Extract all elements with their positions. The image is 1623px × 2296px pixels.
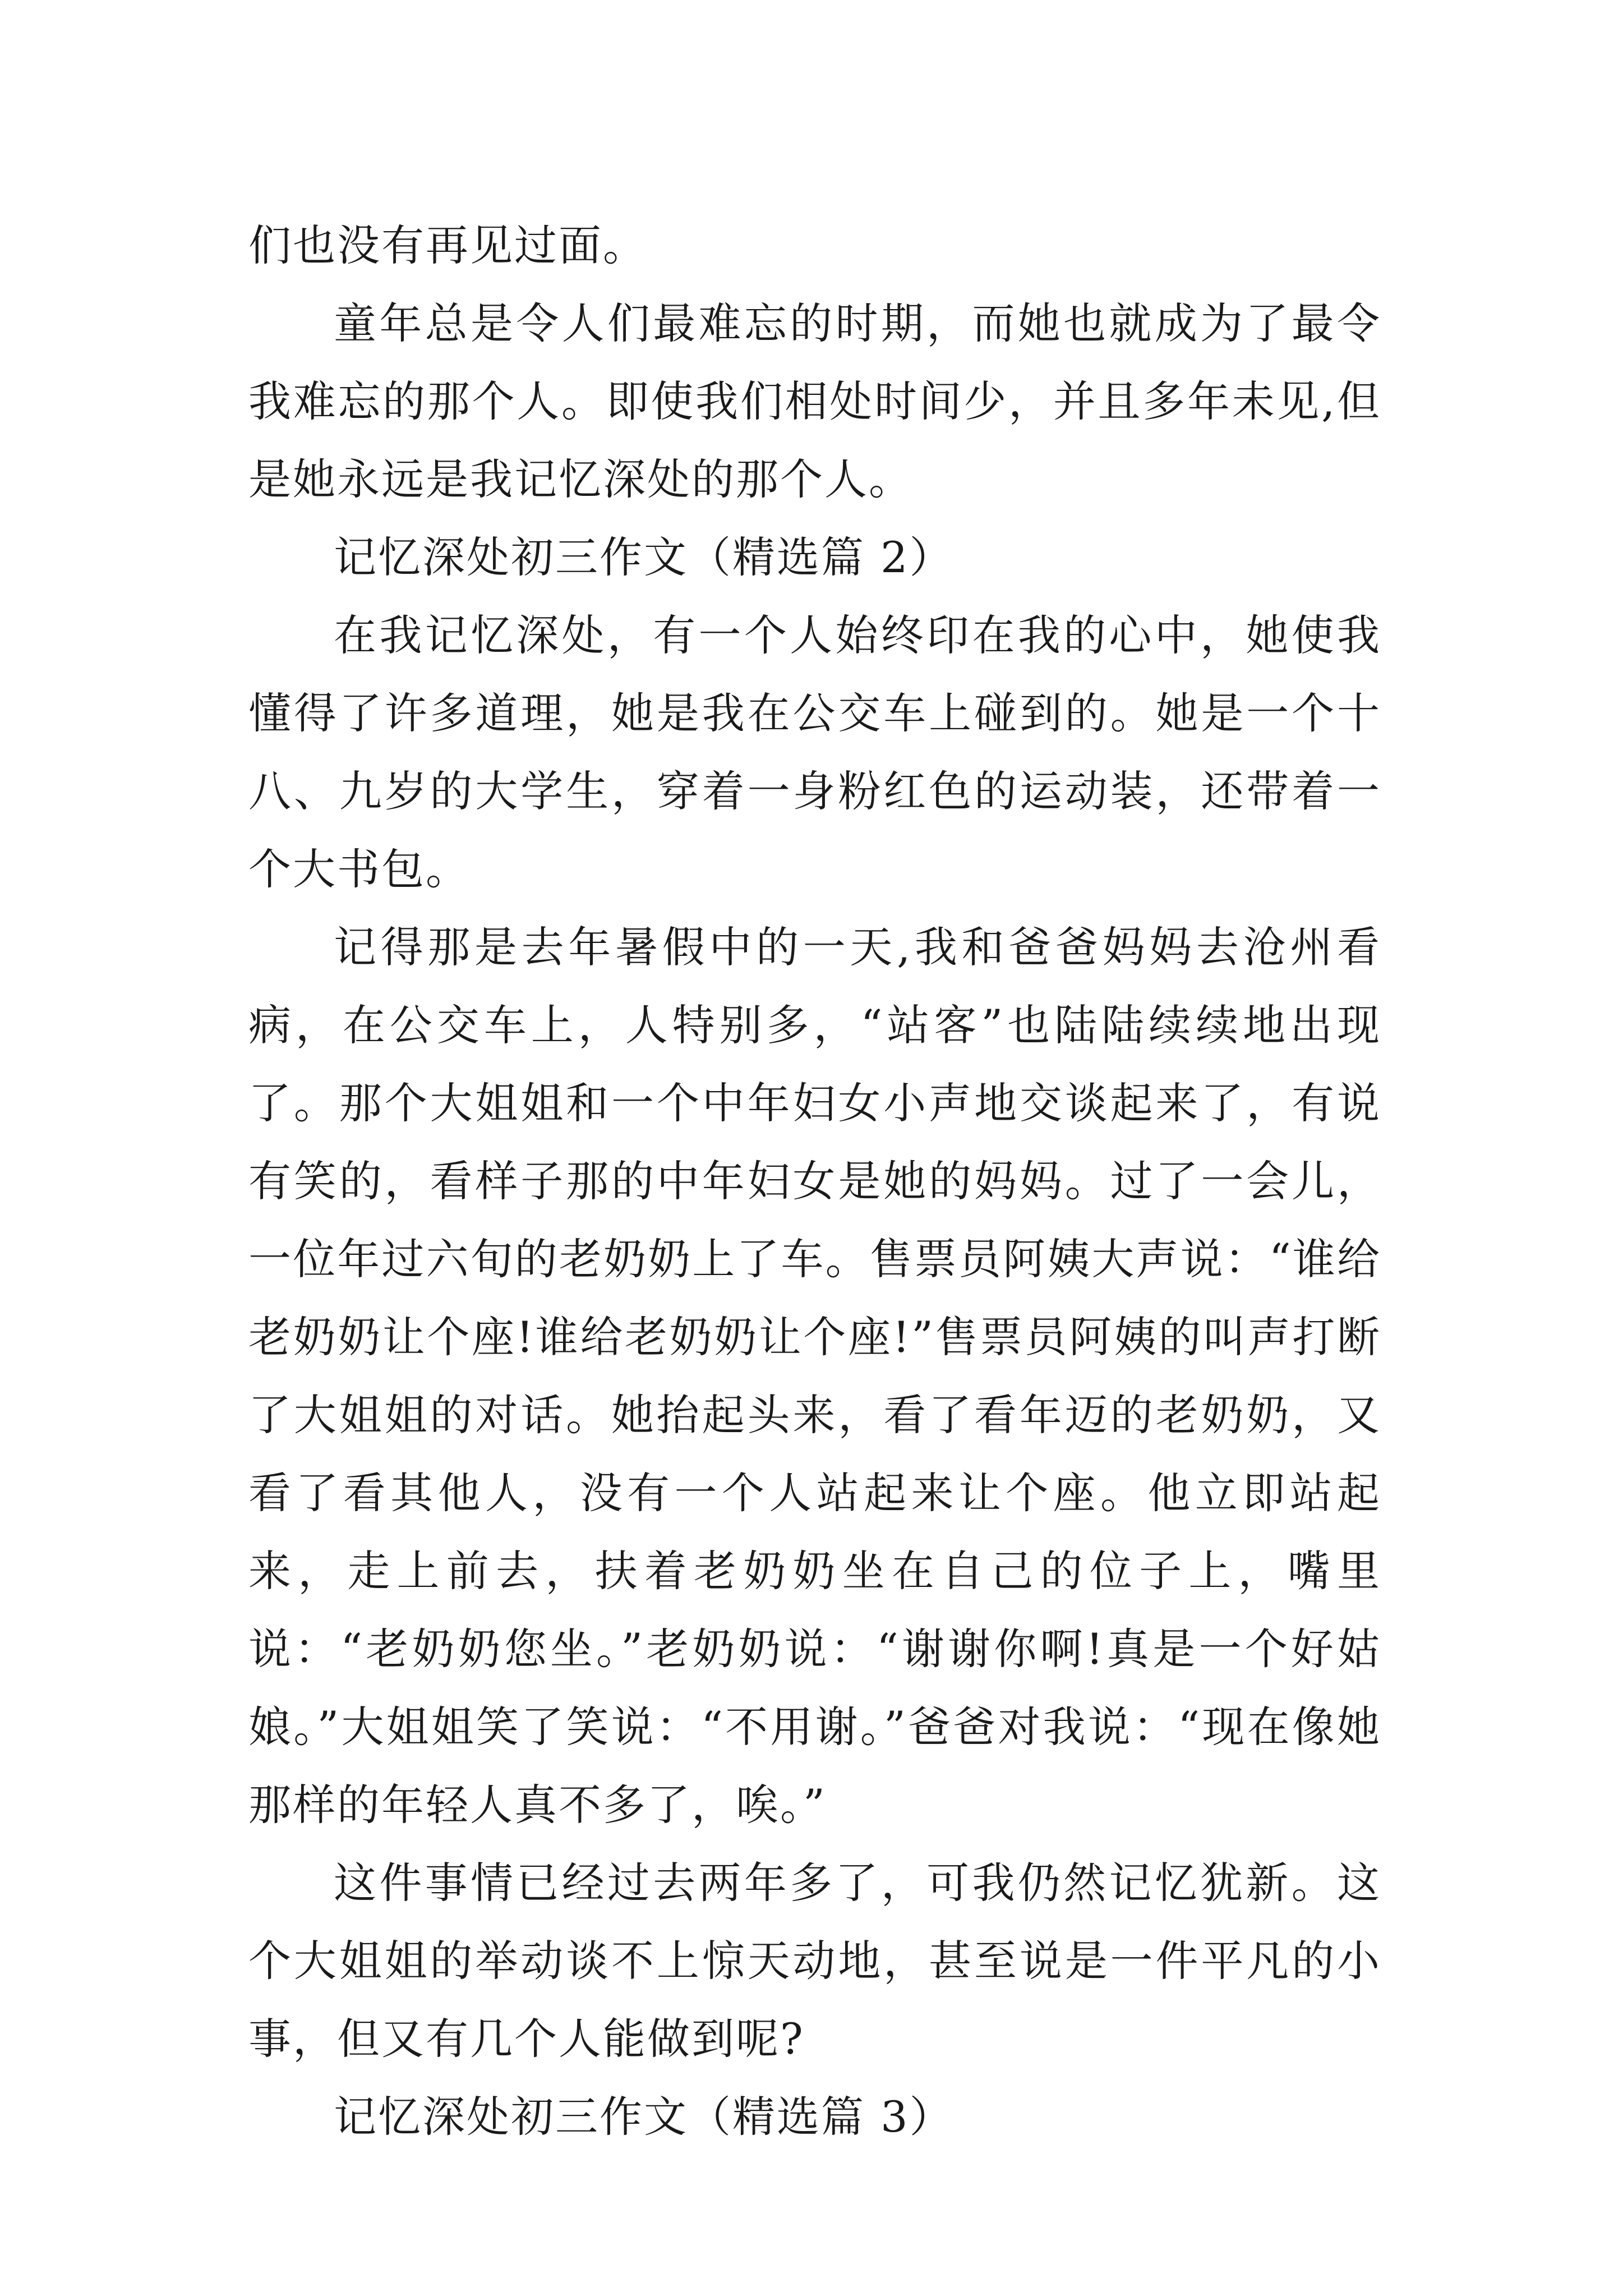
section-heading-2: 记忆深处初三作文（精选篇 2） (334, 532, 954, 582)
paragraph-memory-intro: 在我记忆深处，有一个人始终印在我的心中，她使我懂得了许多道理，她是我在公交车上碰到的。她是一个十八、九岁的大学生，穿着一身粉红色的运动装，还带着一个大书包。 (248, 610, 1381, 894)
section-heading-3: 记忆深处初三作文（精选篇 3） (334, 2092, 954, 2142)
paragraph-childhood: 童年总是令人们最难忘的时期，而她也就成为了最令我难忘的那个人。即使我们相处时间少，并且多年未见,但是她永远是我记忆深处的那个人。 (248, 298, 1381, 504)
paragraph-continuation: 们也没有再见过面。 (248, 220, 647, 270)
paragraph-reflection: 这件事情已经过去两年多了，可我仍然记忆犹新。这个大姐姐的举动谈不上惊天动地，甚至说是一件平凡的小事，但又有几个人能做到呢? (248, 1858, 1381, 2064)
paragraph-bus-story: 记得那是去年暑假中的一天,我和爸爸妈妈去沧州看病，在公交车上，人特别多，“站客”也陆陆续续地出现了。那个大姐姐和一个中年妇女小声地交谈起来了，有说有笑的，看样子那的中年妇女是她的妈妈。过了一会儿，一位年过六旬的老奶奶上了车。售票员阿姨大声说：“谁给老奶奶让个座!谁给老奶奶让个座!”售票员阿姨的叫声打断了大姐姐的对话。她抬起头来，看了看年迈的老奶奶，又看了看其他人，没有一个人站起来让个座。他立即站起来，走上前去，扶着老奶奶坐在自己的位子上，嘴里说：“老奶奶您坐。”老奶奶说：“谢谢你啊!真是一个好姑娘。”大姐姐笑了笑说：“不用谢。”爸爸对我说：“现在像她那样的年轻人真不多了，唉。” (248, 922, 1381, 1830)
document-body (248, 206, 1381, 2156)
